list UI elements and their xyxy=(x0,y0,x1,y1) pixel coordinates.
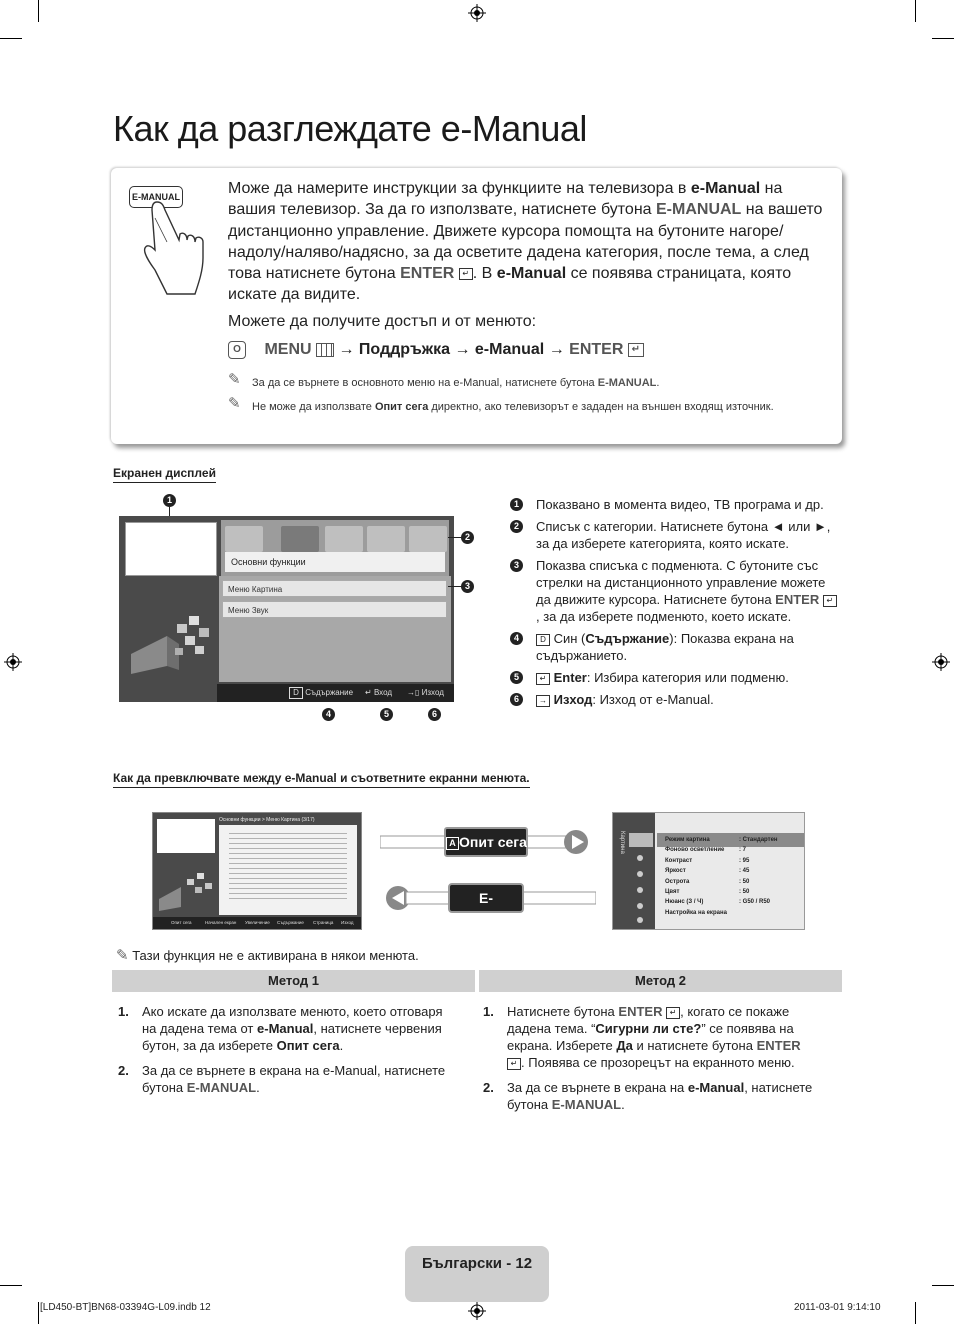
text: Не може да използвате xyxy=(252,401,375,413)
picture-menu-row[interactable] xyxy=(665,866,801,876)
video-window xyxy=(125,522,217,576)
text: на вашето дистанционно управление. Движете курсора помощта на бутоните нагоре/надолу/наляво/надясно, за да осветите дадена категория, после тема, а след това натиснете бутона xyxy=(228,201,823,283)
e-manual-button-label: E-MANUAL xyxy=(455,890,517,932)
picture-menu-row-value: : Стандартен xyxy=(739,837,778,843)
registration-mark-icon xyxy=(4,653,22,671)
pencil-icon: ✎ xyxy=(116,947,129,964)
picture-menu-row-label: Фоново осветление xyxy=(665,847,725,854)
legend-item xyxy=(510,669,840,686)
text: Списък с категории. Натиснете бутона ◄ или ►, за да изберете категорията, която искате. xyxy=(536,519,831,551)
page-number: Български - 12 xyxy=(421,1255,533,1272)
enter-key-icon: ↵ xyxy=(507,1058,521,1070)
pencil-icon: ✎ xyxy=(228,371,241,388)
info-paragraph xyxy=(228,178,828,306)
enter-key-icon: ↵ xyxy=(628,343,644,357)
method-2-steps xyxy=(477,1003,817,1121)
key-name-text: ENTER xyxy=(400,265,455,283)
text: За да се върнете в екрана на e-Manual, натиснете бутона xyxy=(142,1063,446,1095)
method-step xyxy=(112,1062,452,1096)
callout-number: 2 xyxy=(510,520,523,533)
hand-icon xyxy=(143,198,205,298)
menu-grid-icon xyxy=(316,343,334,357)
pencil-icon: ✎ xyxy=(228,395,241,412)
bold-text: e-Manual xyxy=(496,265,567,283)
enter-key-icon: ↵ xyxy=(823,595,837,607)
picture-menu-row-value: : 50 xyxy=(739,878,750,885)
step-number: 2. xyxy=(483,1080,494,1095)
picture-menu-screen xyxy=(612,812,805,930)
bold-text: e-Manual xyxy=(687,1080,745,1095)
step-number: 1. xyxy=(483,1004,494,1019)
picture-menu-row-value: : 45 xyxy=(739,868,750,875)
section-title-screen-display: Екранен дисплей xyxy=(113,466,216,483)
key-name-text: ENTER xyxy=(775,592,820,607)
category-panel xyxy=(221,520,449,576)
text: и натиснете бутона xyxy=(632,1038,757,1053)
text: За да се върнете в основното меню на e-Manual, натиснете бутона xyxy=(252,377,598,389)
bold-text: e-Manual xyxy=(257,1021,314,1036)
key-name-text: E-MANUAL xyxy=(656,201,742,219)
tv-graphic-icon xyxy=(127,606,217,676)
registration-mark-icon xyxy=(468,4,486,22)
picture-menu-row-value: : 7 xyxy=(739,847,747,854)
menu-path-arrow: → xyxy=(454,341,471,359)
text: За да се върнете в екрана на xyxy=(507,1080,688,1095)
screen-footer xyxy=(217,684,454,702)
step-number: 2. xyxy=(118,1063,129,1078)
bold-text: Да xyxy=(616,1038,633,1053)
blue-key-icon: D xyxy=(289,687,303,699)
picture-menu-row-value: : 50 xyxy=(739,889,750,896)
text: . xyxy=(621,1097,625,1112)
text: . xyxy=(339,1038,344,1053)
picture-menu-row-value: : G50 / R50 xyxy=(739,899,771,906)
info-paragraph-menu-access: Можете да получите достъп и от менюто: xyxy=(228,312,537,330)
text: : Изход от e-Manual. xyxy=(592,692,714,707)
callout-number: 1 xyxy=(510,498,523,511)
text: се появява страницата, която искате да видите. xyxy=(228,265,792,304)
menu-path-enter: ENTER xyxy=(569,341,624,359)
picture-menu-icon-selected xyxy=(629,833,653,847)
picture-menu-row[interactable] xyxy=(665,908,801,918)
menu-dot-icon xyxy=(637,887,643,893)
exit-key-icon: → xyxy=(536,695,550,707)
text: ): Показва екрана на съдържанието. xyxy=(536,631,794,663)
mini-foot-item: Опит сега xyxy=(171,920,192,925)
picture-menu-row[interactable] xyxy=(665,856,801,866)
e-manual-button[interactable] xyxy=(448,883,524,932)
text: Син ( xyxy=(550,631,586,646)
text: Натиснете бутона xyxy=(507,1004,619,1019)
category-tab[interactable] xyxy=(325,526,363,552)
blue-key-icon: D xyxy=(536,634,550,646)
crop-mark xyxy=(38,1302,39,1324)
method-step xyxy=(477,1079,817,1113)
menu-path-menu: MENU xyxy=(264,341,312,359)
text: Показва списъка с подменюта. С бутоните със стрелки на дистанционното управление можете да движите курсора. Натиснете бутона xyxy=(536,558,826,607)
emanual-screen xyxy=(119,516,454,702)
text: . xyxy=(656,377,660,389)
callout-number: 4 xyxy=(510,632,523,645)
menu-dot-icon xyxy=(637,855,643,861)
mini-foot-item: Увеличение xyxy=(245,920,270,925)
screen-legend xyxy=(510,496,840,713)
picture-menu-row-value: : 95 xyxy=(739,857,750,864)
legend-item xyxy=(510,630,840,664)
key-name-text: E-MANUAL xyxy=(597,377,657,389)
step-number: 1. xyxy=(118,1004,129,1019)
crop-mark xyxy=(932,1285,954,1286)
text: : Избира категория или подменю. xyxy=(586,670,789,685)
text: , натиснете червения бутон, за да изберете xyxy=(142,1021,442,1053)
enter-key-icon: ↵ xyxy=(459,268,473,280)
footer-enter-label: Вход xyxy=(373,688,393,697)
footer-exit: →▯ Изход xyxy=(407,688,444,697)
text: на вашия телевизор. За да го използвате, натиснете бутона xyxy=(228,180,783,219)
legend-item xyxy=(510,518,840,552)
menu-dot-icon xyxy=(637,871,643,877)
crop-mark xyxy=(932,38,954,39)
category-label: Основни функции xyxy=(231,557,306,567)
text: Показвано в момента видео, ТВ програма и др. xyxy=(536,497,824,512)
mini-foot-item: Съдържание xyxy=(277,920,304,925)
footer-exit-label: Изход xyxy=(421,688,444,697)
method-1-header: Метод 1 xyxy=(112,970,475,992)
callout-number: 3 xyxy=(510,559,523,572)
menu-path-emanual: e-Manual xyxy=(474,341,545,359)
footer-date: 2011-03-01 9:14:10 xyxy=(794,1302,881,1313)
callout-3: 3 xyxy=(461,580,474,593)
category-tab[interactable] xyxy=(409,526,447,552)
menu-path-icon xyxy=(228,341,246,359)
bold-text: Съдържание xyxy=(585,631,670,646)
tv-graphic-icon xyxy=(157,869,215,913)
category-tab-selected[interactable] xyxy=(281,526,319,552)
callout-line xyxy=(448,537,462,538)
text: . Появява се прозорецът на екранното меню. xyxy=(521,1055,795,1070)
mini-foot-item: Изход xyxy=(341,920,354,925)
picture-menu-row[interactable] xyxy=(665,845,801,855)
method-2-header: Метод 2 xyxy=(479,970,842,992)
emanual-page-screen xyxy=(152,812,362,930)
picture-menu-rows xyxy=(665,835,801,918)
text: Може да намерите инструкции за функциите на телевизора в xyxy=(228,180,691,197)
method-step xyxy=(477,1003,817,1071)
note-2-text xyxy=(252,400,788,414)
text: . В xyxy=(472,265,497,283)
key-name-text: E-MANUAL xyxy=(551,1097,622,1112)
category-label-bar xyxy=(225,552,445,572)
crop-mark xyxy=(915,1302,916,1324)
callout-2: 2 xyxy=(461,531,474,544)
submenu-item[interactable]: Меню Звук xyxy=(222,601,447,618)
bold-text: Изход xyxy=(553,692,593,707)
text: . xyxy=(256,1080,260,1095)
bold-text: e-Manual xyxy=(690,180,761,197)
mini-page-body xyxy=(219,825,357,915)
crop-mark xyxy=(38,0,39,22)
mini-page-text-lines xyxy=(229,833,347,903)
enter-key-icon: ↵ xyxy=(536,673,550,685)
picture-menu-row[interactable] xyxy=(665,835,801,845)
text: , за да изберете подменюто, което искате. xyxy=(536,609,792,624)
legend-item xyxy=(510,496,840,513)
menu-path-arrow: → xyxy=(338,341,355,359)
picture-menu-row-label: Настройка на екрана xyxy=(665,909,727,916)
key-name-text: ENTER xyxy=(756,1038,801,1053)
hand-illustration xyxy=(125,180,205,300)
text: директно, ако телевизорът е зададен на външен входящ източник. xyxy=(428,401,774,413)
text: , когато се покаже дадена тема. “ xyxy=(507,1004,790,1036)
bold-text: Опит сега xyxy=(374,401,429,413)
section-title-switch: Как да превключвате между e-Manual и съответните екранни менюта. xyxy=(113,771,530,788)
registration-mark-icon xyxy=(468,1302,486,1320)
callout-line xyxy=(448,586,462,587)
footer-content xyxy=(289,684,353,702)
info-box xyxy=(111,168,842,444)
picture-menu-side-label: Картина xyxy=(619,831,625,854)
callout-1: 1 xyxy=(163,494,176,507)
submenu-item[interactable]: Меню Картина xyxy=(222,580,447,597)
picture-menu-row-label: Контраст xyxy=(665,857,693,864)
mini-foot-item: Начален екран xyxy=(205,920,237,925)
callout-number: 5 xyxy=(510,671,523,684)
enter-key-icon: ↵ xyxy=(666,1007,680,1019)
method-1-steps xyxy=(112,1003,452,1104)
bold-text: Enter xyxy=(553,670,587,685)
picture-menu-row-label: Яркост xyxy=(665,868,686,875)
method-step xyxy=(112,1003,452,1054)
legend-item xyxy=(510,691,840,708)
category-tab[interactable] xyxy=(367,526,405,552)
text: ” се появява на екрана. Изберете xyxy=(507,1021,794,1053)
e-manual-key-label: E-MANUAL xyxy=(132,192,180,202)
menu-dot-icon xyxy=(637,903,643,909)
mini-video-window xyxy=(157,819,215,853)
menu-path-support: Поддръжка xyxy=(358,341,450,359)
crop-mark xyxy=(0,1285,22,1286)
callout-number: 6 xyxy=(510,693,523,706)
try-now-label: Опит сега xyxy=(459,834,527,850)
picture-menu-row[interactable] xyxy=(665,897,801,907)
menu-path xyxy=(228,341,644,359)
picture-menu-row-label: Острота xyxy=(665,878,690,885)
footer-content-label: Съдържание xyxy=(305,688,354,697)
legend-item xyxy=(510,557,840,625)
bold-text: Опит сега xyxy=(276,1038,340,1053)
page-title: Как да разглеждате e-Manual xyxy=(113,108,587,149)
text: Ако искате да използвате менюто, което отговаря на дадена тема от xyxy=(142,1004,443,1036)
registration-mark-icon xyxy=(932,653,950,671)
mini-foot-item: Страница xyxy=(313,920,334,925)
text: , натиснете бутона xyxy=(507,1080,813,1112)
picture-menu-row-label: Режим картина xyxy=(665,837,710,843)
picture-menu-row[interactable] xyxy=(665,887,801,897)
callout-6: 6 xyxy=(428,708,441,721)
key-name-text: E-MANUAL xyxy=(186,1080,257,1095)
footer-file: [LD450-BT]BN68-03394G-L09.indb 12 xyxy=(40,1302,211,1313)
picture-menu-sidebar xyxy=(613,813,655,929)
footer-enter: ↵ Вход xyxy=(365,688,393,697)
crop-mark xyxy=(915,0,916,22)
menu-path-arrow: → xyxy=(548,341,565,359)
page-number-tab xyxy=(405,1246,549,1302)
red-key-icon: A xyxy=(446,837,459,850)
mini-page-header: Основни функции > Меню Картина (3/17) xyxy=(219,817,315,823)
callout-4: 4 xyxy=(322,708,335,721)
bold-text: Сигурни ли сте? xyxy=(595,1021,702,1036)
info-text xyxy=(228,178,828,337)
callout-5: 5 xyxy=(380,708,393,721)
note-1 xyxy=(228,371,788,390)
crop-mark xyxy=(0,38,22,39)
note-2 xyxy=(228,395,788,414)
menu-dot-icon xyxy=(637,917,643,923)
picture-menu-row[interactable] xyxy=(665,877,801,887)
menu-path-icon-letter: O xyxy=(233,344,241,355)
note-1-text xyxy=(252,376,788,390)
try-now-button[interactable] xyxy=(444,827,528,857)
mini-page-footer xyxy=(153,917,361,929)
picture-menu-row-label: Цвят xyxy=(665,889,680,896)
function-note-text: Тази функция не е активирана в някои менюта. xyxy=(132,948,419,963)
category-tab[interactable] xyxy=(225,526,263,552)
key-name-text: ENTER xyxy=(618,1004,663,1019)
picture-menu-row-label: Нюанс (З / Ч) xyxy=(665,899,704,906)
function-note xyxy=(116,946,419,964)
